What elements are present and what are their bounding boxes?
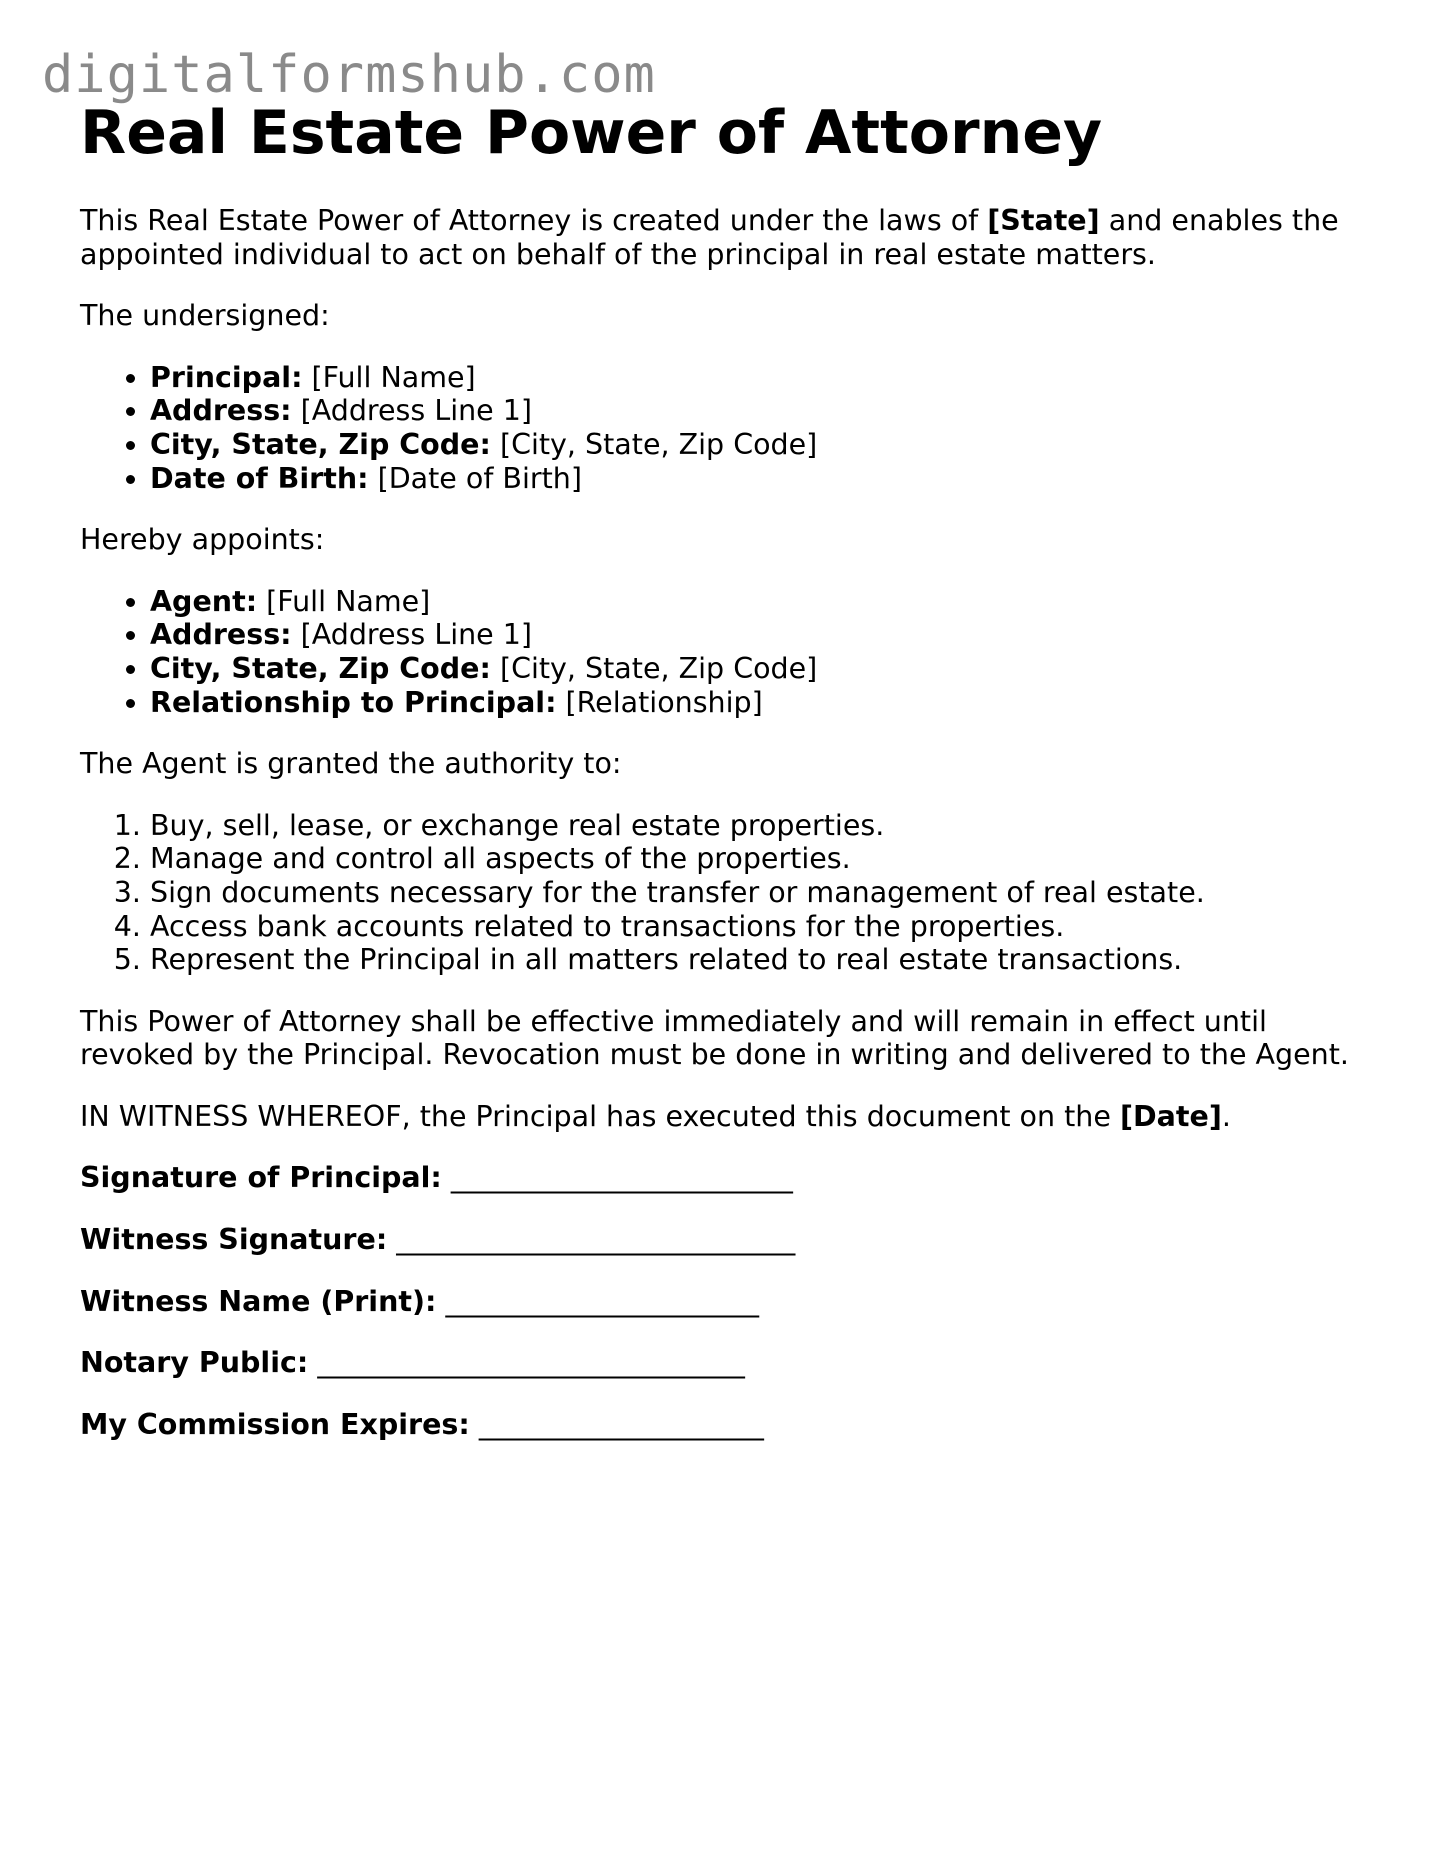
undersigned-heading: The undersigned: bbox=[80, 299, 330, 333]
principal-list bbox=[80, 361, 1370, 495]
signature-label: Witness Name (Print): bbox=[80, 1284, 437, 1318]
signature-blank: ______________________ bbox=[436, 1284, 759, 1318]
appoints-heading: Hereby appoints: bbox=[80, 523, 325, 557]
authority-heading: The Agent is granted the authority to: bbox=[80, 747, 622, 781]
signature-principal-line bbox=[80, 1161, 1370, 1195]
authority-item: 3. Sign documents necessary for the transfer or management of real estate. bbox=[150, 876, 1370, 910]
signature-label: Notary Public: bbox=[80, 1346, 309, 1380]
witness-text-before: IN WITNESS WHEREOF, the Principal has executed this document on the bbox=[80, 1099, 1120, 1133]
document-body bbox=[80, 204, 1370, 1469]
authority-item: 2. Manage and control all aspects of the properties. bbox=[150, 842, 1370, 876]
field-label: City, State, Zip Code: bbox=[150, 427, 491, 461]
authority-list bbox=[80, 809, 1370, 977]
intro-text-after: and enables the appointed individual to act on behalf of the principal in real estate matters. bbox=[80, 204, 1339, 271]
field-value: [Date of Birth] bbox=[368, 461, 582, 495]
list-item-principal-city bbox=[150, 428, 1370, 462]
field-label: Principal: bbox=[150, 360, 303, 394]
field-label: Agent: bbox=[150, 584, 258, 618]
signature-blank: ________________________ bbox=[441, 1161, 793, 1195]
witness-name-line bbox=[80, 1285, 1370, 1319]
witness-signature-line bbox=[80, 1223, 1370, 1257]
signature-blank: ____________________ bbox=[469, 1407, 764, 1441]
authority-item: 4. Access bank accounts related to transactions for the properties. bbox=[150, 910, 1370, 944]
witness-statement bbox=[80, 1100, 1370, 1134]
agent-list bbox=[80, 585, 1370, 719]
field-label: Address: bbox=[150, 394, 292, 428]
field-label: Date of Birth: bbox=[150, 461, 369, 495]
intro-text-before: This Real Estate Power of Attorney is created under the laws of bbox=[80, 204, 988, 237]
signature-blank: ____________________________ bbox=[387, 1223, 796, 1257]
field-value: [City, State, Zip Code] bbox=[490, 651, 818, 685]
signature-label: Witness Signature: bbox=[80, 1223, 388, 1257]
signature-label: Signature of Principal: bbox=[80, 1161, 442, 1195]
effective-paragraph: This Power of Attorney shall be effective immediately and will remain in effect until revoked by the Principal. Revocation must be done in writing and delivered to the Agent. bbox=[80, 1004, 1349, 1072]
list-item-principal-address bbox=[150, 394, 1370, 428]
authority-item: 1. Buy, sell, lease, or exchange real estate properties. bbox=[150, 809, 1370, 843]
commission-expires-line bbox=[80, 1408, 1370, 1442]
field-value: [City, State, Zip Code] bbox=[490, 427, 818, 461]
list-item-agent bbox=[150, 585, 1370, 619]
field-label: Relationship to Principal: bbox=[150, 685, 557, 719]
signature-blank: ______________________________ bbox=[308, 1346, 745, 1380]
field-value: [Full Name] bbox=[302, 360, 476, 394]
field-value: [Relationship] bbox=[556, 685, 763, 719]
intro-paragraph bbox=[80, 204, 1370, 271]
watermark: digitalformshub.com bbox=[42, 45, 656, 105]
field-value: [Full Name] bbox=[257, 584, 431, 618]
field-label: City, State, Zip Code: bbox=[150, 651, 491, 685]
field-value: [Address Line 1] bbox=[291, 618, 533, 652]
list-item-principal-dob bbox=[150, 462, 1370, 496]
document-title: Real Estate Power of Attorney bbox=[80, 98, 1103, 168]
field-label: Address: bbox=[150, 618, 292, 652]
authority-item: 5. Represent the Principal in all matters related to real estate transactions. bbox=[150, 943, 1370, 977]
field-value: [Address Line 1] bbox=[291, 394, 533, 428]
notary-public-line bbox=[80, 1346, 1370, 1380]
list-item-agent-city bbox=[150, 652, 1370, 686]
date-placeholder: [Date] bbox=[1119, 1099, 1222, 1133]
list-item-agent-relationship bbox=[150, 686, 1370, 720]
list-item-principal bbox=[150, 361, 1370, 395]
state-placeholder: [State] bbox=[987, 204, 1100, 237]
witness-text-after: . bbox=[1221, 1099, 1231, 1133]
signature-label: My Commission Expires: bbox=[80, 1407, 470, 1441]
list-item-agent-address bbox=[150, 618, 1370, 652]
